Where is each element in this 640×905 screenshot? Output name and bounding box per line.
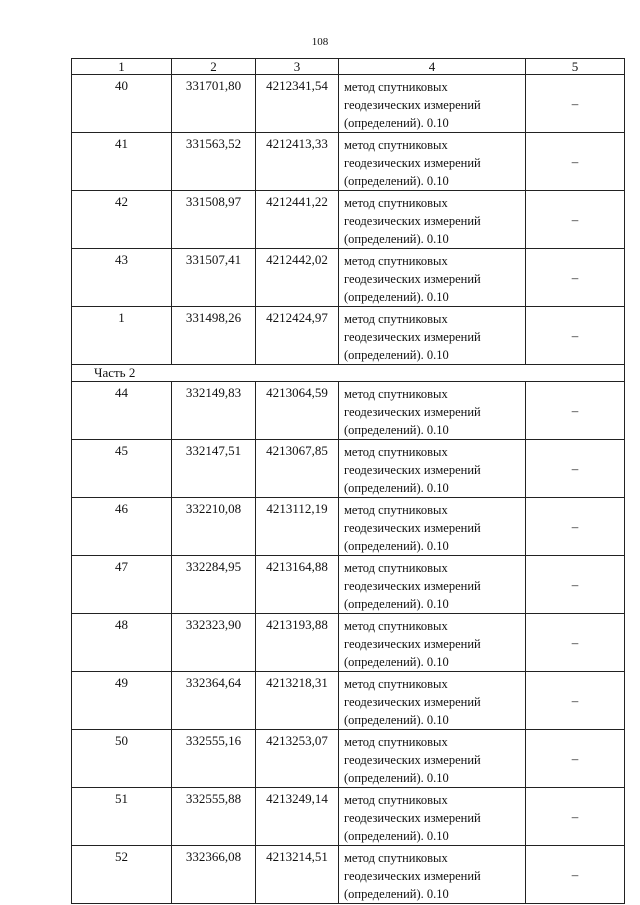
table-body xyxy=(72,75,625,904)
method-cell xyxy=(339,191,526,249)
table-row xyxy=(72,672,625,730)
method-cell xyxy=(339,382,526,440)
method-line: (определений). 0.10 xyxy=(344,481,449,495)
method-line: (определений). 0.10 xyxy=(344,116,449,130)
method-line: геодезических измерений xyxy=(344,330,481,344)
header-col-4: 4 xyxy=(339,59,526,75)
coordinate-x: 332364,64 xyxy=(172,672,256,730)
method-line: (определений). 0.10 xyxy=(344,423,449,437)
header-col-1: 1 xyxy=(72,59,172,75)
method-line: метод спутниковых xyxy=(344,503,448,517)
header-col-5: 5 xyxy=(526,59,625,75)
section-row xyxy=(72,365,625,382)
coordinate-x: 331563,52 xyxy=(172,133,256,191)
point-number: 45 xyxy=(72,440,172,498)
coordinate-x: 331507,41 xyxy=(172,249,256,307)
method-line: геодезических измерений xyxy=(344,811,481,825)
table-row xyxy=(72,730,625,788)
table-row xyxy=(72,249,625,307)
point-number: 50 xyxy=(72,730,172,788)
coordinate-y: 4212442,02 xyxy=(256,249,339,307)
method-line: (определений). 0.10 xyxy=(344,174,449,188)
method-cell xyxy=(339,614,526,672)
coordinate-y: 4213249,14 xyxy=(256,788,339,846)
section-label: Часть 2 xyxy=(72,365,625,382)
method-cell xyxy=(339,498,526,556)
method-line: метод спутниковых xyxy=(344,445,448,459)
col5-value: – xyxy=(526,75,625,133)
coordinate-y: 4213067,85 xyxy=(256,440,339,498)
method-line: (определений). 0.10 xyxy=(344,713,449,727)
col5-value: – xyxy=(526,307,625,365)
coordinate-y: 4213218,31 xyxy=(256,672,339,730)
coordinate-x: 332555,88 xyxy=(172,788,256,846)
table-row xyxy=(72,846,625,904)
coordinate-y: 4213112,19 xyxy=(256,498,339,556)
table-row xyxy=(72,440,625,498)
point-number: 52 xyxy=(72,846,172,904)
point-number: 43 xyxy=(72,249,172,307)
method-line: геодезических измерений xyxy=(344,695,481,709)
point-number: 49 xyxy=(72,672,172,730)
table-row xyxy=(72,788,625,846)
method-line: геодезических измерений xyxy=(344,637,481,651)
col5-value: – xyxy=(526,730,625,788)
method-line: геодезических измерений xyxy=(344,156,481,170)
coordinate-y: 4213253,07 xyxy=(256,730,339,788)
method-line: (определений). 0.10 xyxy=(344,771,449,785)
col5-value: – xyxy=(526,556,625,614)
col5-value: – xyxy=(526,382,625,440)
method-line: метод спутниковых xyxy=(344,138,448,152)
method-cell xyxy=(339,307,526,365)
method-line: метод спутниковых xyxy=(344,561,448,575)
method-line: (определений). 0.10 xyxy=(344,290,449,304)
method-line: (определений). 0.10 xyxy=(344,348,449,362)
col5-value: – xyxy=(526,191,625,249)
page-number: 108 xyxy=(311,36,329,48)
method-cell xyxy=(339,556,526,614)
method-cell xyxy=(339,730,526,788)
method-cell xyxy=(339,788,526,846)
method-line: метод спутниковых xyxy=(344,254,448,268)
method-line: метод спутниковых xyxy=(344,196,448,210)
method-line: геодезических измерений xyxy=(344,521,481,535)
point-number: 42 xyxy=(72,191,172,249)
method-line: метод спутниковых xyxy=(344,619,448,633)
coordinate-y: 4213214,51 xyxy=(256,846,339,904)
coordinate-x: 332284,95 xyxy=(172,556,256,614)
method-line: геодезических измерений xyxy=(344,98,481,112)
coordinate-x: 332323,90 xyxy=(172,614,256,672)
method-line: геодезических измерений xyxy=(344,214,481,228)
table-row xyxy=(72,75,625,133)
method-cell xyxy=(339,846,526,904)
method-line: геодезических измерений xyxy=(344,272,481,286)
method-line: (определений). 0.10 xyxy=(344,232,449,246)
point-number: 47 xyxy=(72,556,172,614)
point-number: 51 xyxy=(72,788,172,846)
point-number: 40 xyxy=(72,75,172,133)
table-row xyxy=(72,556,625,614)
header-col-2: 2 xyxy=(172,59,256,75)
point-number: 41 xyxy=(72,133,172,191)
method-cell xyxy=(339,249,526,307)
coordinate-y: 4212441,22 xyxy=(256,191,339,249)
method-line: (определений). 0.10 xyxy=(344,597,449,611)
method-line: метод спутниковых xyxy=(344,80,448,94)
table-row xyxy=(72,382,625,440)
method-cell xyxy=(339,133,526,191)
method-cell xyxy=(339,672,526,730)
method-line: метод спутниковых xyxy=(344,312,448,326)
method-line: геодезических измерений xyxy=(344,869,481,883)
coordinate-x: 331508,97 xyxy=(172,191,256,249)
coordinates-table xyxy=(71,58,625,904)
col5-value: – xyxy=(526,133,625,191)
col5-value: – xyxy=(526,614,625,672)
col5-value: – xyxy=(526,672,625,730)
col5-value: – xyxy=(526,249,625,307)
method-line: метод спутниковых xyxy=(344,851,448,865)
coordinate-x: 332210,08 xyxy=(172,498,256,556)
coordinate-y: 4213193,88 xyxy=(256,614,339,672)
header-col-3: 3 xyxy=(256,59,339,75)
method-line: (определений). 0.10 xyxy=(344,655,449,669)
col5-value: – xyxy=(526,440,625,498)
method-line: геодезических измерений xyxy=(344,405,481,419)
method-line: (определений). 0.10 xyxy=(344,829,449,843)
method-line: метод спутниковых xyxy=(344,387,448,401)
coordinate-x: 332555,16 xyxy=(172,730,256,788)
method-line: геодезических измерений xyxy=(344,579,481,593)
method-cell xyxy=(339,440,526,498)
point-number: 1 xyxy=(72,307,172,365)
method-line: геодезических измерений xyxy=(344,753,481,767)
coordinate-x: 332147,51 xyxy=(172,440,256,498)
coordinate-y: 4213164,88 xyxy=(256,556,339,614)
col5-value: – xyxy=(526,498,625,556)
method-line: метод спутниковых xyxy=(344,677,448,691)
method-line: метод спутниковых xyxy=(344,793,448,807)
method-cell xyxy=(339,75,526,133)
coordinate-y: 4213064,59 xyxy=(256,382,339,440)
col5-value: – xyxy=(526,846,625,904)
table-header-row xyxy=(72,59,625,75)
method-line: метод спутниковых xyxy=(344,735,448,749)
method-line: геодезических измерений xyxy=(344,463,481,477)
table-row xyxy=(72,614,625,672)
method-line: (определений). 0.10 xyxy=(344,539,449,553)
point-number: 48 xyxy=(72,614,172,672)
table-row xyxy=(72,191,625,249)
col5-value: – xyxy=(526,788,625,846)
coordinate-y: 4212341,54 xyxy=(256,75,339,133)
coordinate-y: 4212413,33 xyxy=(256,133,339,191)
table-row xyxy=(72,498,625,556)
coordinate-x: 332366,08 xyxy=(172,846,256,904)
point-number: 44 xyxy=(72,382,172,440)
method-line: (определений). 0.10 xyxy=(344,887,449,901)
coordinate-x: 331701,80 xyxy=(172,75,256,133)
point-number: 46 xyxy=(72,498,172,556)
coordinate-y: 4212424,97 xyxy=(256,307,339,365)
table-row xyxy=(72,307,625,365)
coordinate-x: 331498,26 xyxy=(172,307,256,365)
coordinate-x: 332149,83 xyxy=(172,382,256,440)
table-row xyxy=(72,133,625,191)
